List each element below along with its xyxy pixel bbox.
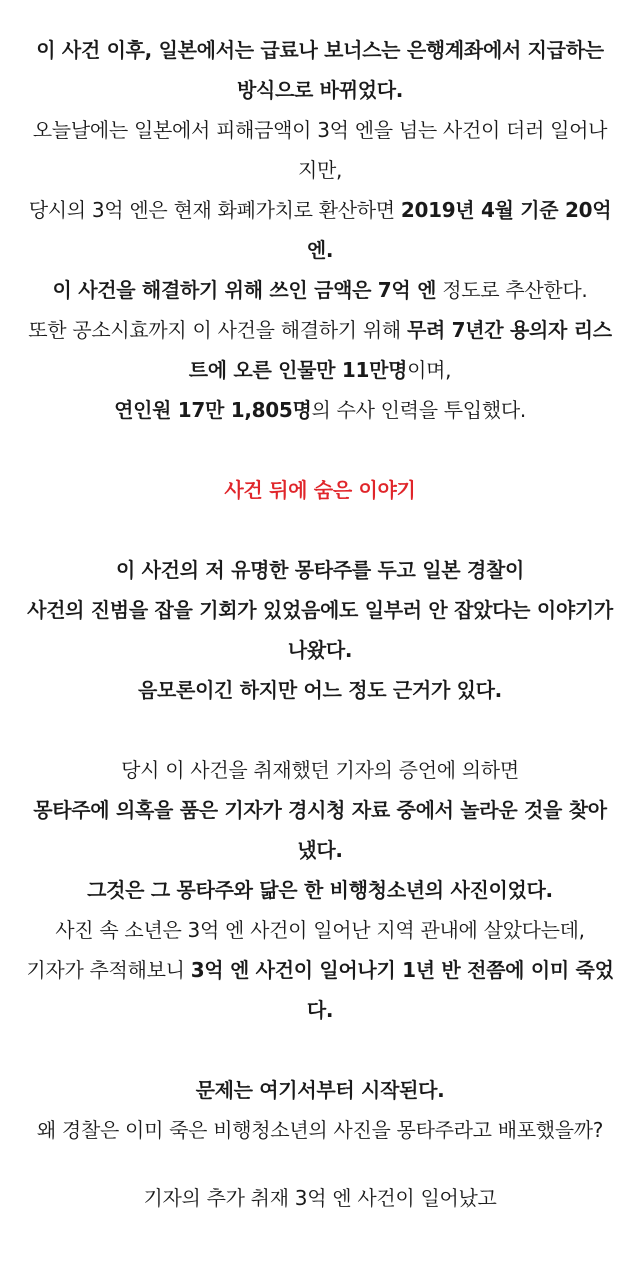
section-heading: 사건 뒤에 숨은 이야기: [224, 478, 416, 502]
text-segment: 정도로 추산한다.: [436, 278, 588, 302]
paragraph-gap: [26, 1030, 614, 1070]
text-segment: 당시의 3억 엔은 현재 화폐가치로 환산하면: [28, 198, 401, 222]
paragraph-line: 왜 경찰은 이미 죽은 비행청소년의 사진을 몽타주라고 배포했을까?: [36, 1118, 604, 1142]
paragraph-line: 사건의 진범을 잡을 기회가 있었음에도 일부러 안 잡았다는 이야기가 나왔다.: [27, 598, 613, 662]
emphasis-text: 연인원 17만 1,805명: [114, 398, 312, 422]
text-segment: 기자의 추가 취재 3억 엔 사건이 일어났고: [143, 1186, 497, 1210]
paragraph-line: [26, 390, 614, 430]
text-segment: 또한 공소시효까지 이 사건을 해결하기 위해: [28, 318, 407, 342]
emphasis-text: 3억 엔 사건이 일어나기 1년 반 전쯤에 이미 죽었다.: [190, 958, 614, 1022]
text-segment: 이며,: [407, 358, 452, 382]
paragraph-line: 오늘날에는 일본에서 피해금액이 3억 엔을 넘는 사건이 더러 일어나지만,: [32, 118, 608, 182]
emphasis-text: 이 사건을 해결하기 위해 쓰인 금액은 7억 엔: [52, 278, 437, 302]
article-body: [0, 30, 640, 1210]
emphasis-text: 2019년 4월 기준 20억엔.: [306, 198, 612, 262]
paragraph-line: [26, 310, 614, 390]
paragraph-line: 사진 속 소년은 3억 엔 사건이 일어난 지역 관내에 살았다는데,: [55, 918, 585, 942]
paragraph-line: 이 사건의 저 유명한 몽타주를 두고 일본 경찰이: [115, 558, 525, 582]
paragraph-line: 음모론이긴 하지만 어느 정도 근거가 있다.: [138, 678, 502, 702]
cut-off-line: [26, 1150, 614, 1210]
paragraph-line: [26, 190, 614, 270]
paragraph-line: 문제는 여기서부터 시작된다.: [195, 1078, 445, 1102]
text-segment: 기자가 추적해보니: [26, 958, 191, 982]
paragraph-line: [26, 950, 614, 1030]
emphasis-text: 무려 7년간 용의자 리스트에 오른 인물만 11만명: [188, 318, 612, 382]
paragraph-line: 이 사건 이후, 일본에서는 급료나 보너스는 은행계좌에서 지급하는 방식으로 바뀌었다.: [36, 38, 604, 102]
paragraph-line: 당시 이 사건을 취재했던 기자의 증언에 의하면: [121, 758, 519, 782]
paragraph-line: 그것은 그 몽타주와 닮은 한 비행청소년의 사진이었다.: [87, 878, 553, 902]
paragraph-line: 몽타주에 의혹을 품은 기자가 경시청 자료 중에서 놀라운 것을 찾아냈다.: [33, 798, 607, 862]
paragraph-line: [26, 270, 614, 310]
paragraph-gap: [26, 710, 614, 750]
text-segment: 의 수사 인력을 투입했다.: [311, 398, 526, 422]
